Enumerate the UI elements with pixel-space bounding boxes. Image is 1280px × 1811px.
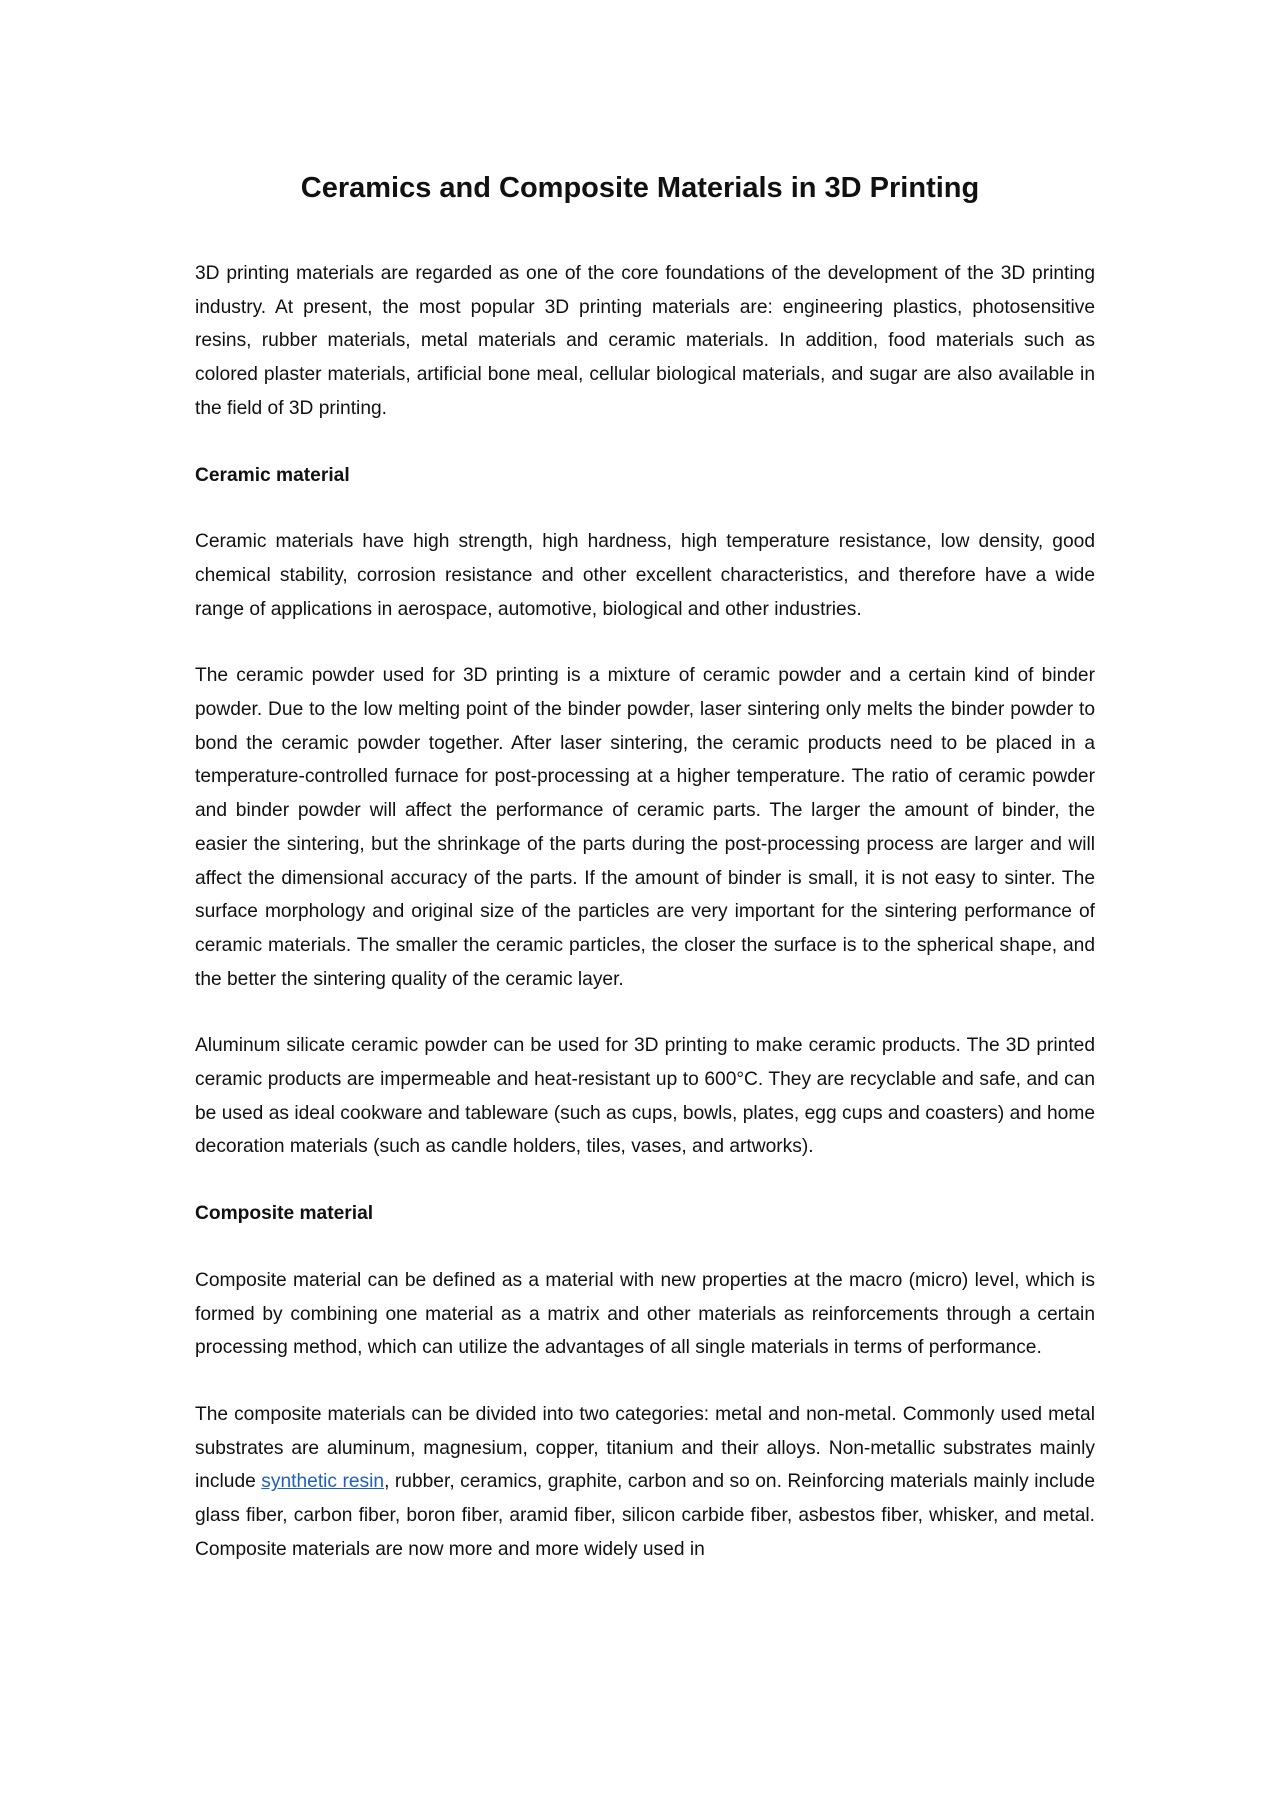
composite-paragraph-1: Composite material can be defined as a material with new properties at the macro (micro) level, which is formed by combining one material as a matrix and other materials as reinforcements through a certain processing method, which can utilize the advantages of all single materials in terms of performance. [195, 1269, 1095, 1359]
ceramic-paragraph-3: Aluminum silicate ceramic powder can be used for 3D printing to make ceramic products. The 3D printed ceramic products are impermeable and heat-resistant up to 600°C. They are recyclable and safe, and can be used as ideal cookware and tableware (such as cups, bowls, plates, egg cups and coasters) and home decoration materials (such as candle holders, tiles, vases, and artworks). [195, 1035, 1095, 1158]
composite-paragraph-2 [195, 1398, 1095, 1567]
document-title: Ceramics and Composite Materials in 3D Printing [300, 172, 980, 204]
ceramic-paragraph-1: Ceramic materials have high strength, high hardness, high temperature resistance, low density, good chemical stability, corrosion resistance and other excellent characteristics, and therefore have a wide range of applications in aerospace, automotive, biological and other industries. [195, 531, 1095, 620]
composite-paragraph-2-text-end: , rubber, ceramics, graphite, carbon and so on. Reinforcing materials mainly include glass fiber, carbon fiber, boron fiber, aramid fiber, silicon carbide fiber, asbestos fiber, whisker, and metal. Composite materials are now more and more widely used in [195, 1471, 1095, 1560]
synthetic-resin-link[interactable]: synthetic resin [261, 1471, 385, 1493]
intro-paragraph: 3D printing materials are regarded as one of the core foundations of the development of the 3D printing industry. At present, the most popular 3D printing materials are: engineering plastics, photosensitive resins, rubber materials, metal materials and ceramic materials. In addition, food materials such as colored plaster materials, artificial bone meal, cellular biological materials, and sugar are also available in the field of 3D printing. [195, 263, 1095, 419]
composite-section-heading: Composite material [195, 1203, 374, 1225]
composite-paragraph-2-text-start: The composite materials can be divided into two categories: metal and non-metal. Commonly used metal substrates are aluminum, magnesium, copper, titanium and their alloys. Non-metallic substrates mainly include [195, 1403, 1095, 1493]
ceramic-paragraph-2: The ceramic powder used for 3D printing is a mixture of ceramic powder and a certain kind of binder powder. Due to the low melting point of the binder powder, laser sintering only melts the binder powder to bond the ceramic powder together. After laser sintering, the ceramic products need to be placed in a temperature-controlled furnace for post-processing at a higher temperature. The ratio of ceramic powder and binder powder will affect the performance of ceramic parts. The larger the amount of binder, the easier the sintering, but the shrinkage of the parts during the post-processing process are larger and will affect the dimensional accuracy of the parts. If the amount of binder is small, it is not easy to sinter. The surface morphology and original size of the particles are very important for the sintering performance of ceramic materials. The smaller the ceramic particles, the closer the surface is to the spherical shape, and the better the sintering quality of the ceramic layer. [195, 665, 1095, 990]
ceramic-section-heading: Ceramic material [195, 464, 350, 486]
document-body [195, 257, 1095, 1600]
